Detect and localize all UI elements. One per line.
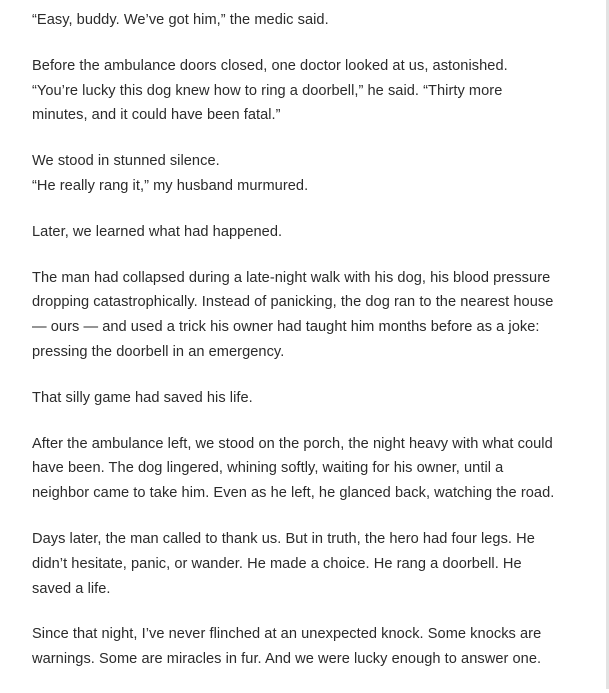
text-line: didn’t hesitate, panic, or wander. He made a choice. He rang a doorbell. He [32, 555, 522, 572]
paragraph [32, 266, 592, 365]
text-line: pressing the doorbell in an emergency. [32, 343, 285, 360]
paragraph [32, 8, 592, 33]
paragraph [32, 220, 592, 245]
paragraph [32, 622, 592, 672]
text-line: Days later, the man called to thank us. But in truth, the hero had four legs. He [32, 530, 535, 547]
paragraph [32, 149, 592, 199]
text-line: warnings. Some are miracles in fur. And we were lucky enough to answer one. [32, 651, 542, 668]
text-line: “You’re lucky this dog knew how to ring a doorbell,” he said. “Thirty more [32, 82, 503, 99]
article-body [32, 8, 592, 693]
text-line: “He really rang it,” my husband murmured. [32, 177, 309, 194]
text-line: have been. The dog lingered, whining softly, waiting for his owner, until a [32, 460, 504, 477]
text-line: dropping catastrophically. Instead of panicking, the dog ran to the nearest house [32, 294, 554, 311]
paragraph [32, 54, 592, 128]
text-line: minutes, and it could have been fatal.” [32, 107, 281, 124]
paragraph [32, 386, 592, 411]
text-line: We stood in stunned silence. [32, 153, 220, 170]
text-line: Since that night, I’ve never flinched at an unexpected knock. Some knocks are [32, 626, 542, 643]
paragraph [32, 432, 592, 506]
text-line: Later, we learned what had happened. [32, 223, 283, 240]
text-line: saved a life. [32, 580, 111, 597]
text-line: The man had collapsed during a late-night walk with his dog, his blood pressure [32, 269, 551, 286]
text-line: After the ambulance left, we stood on the porch, the night heavy with what could [32, 435, 553, 452]
text-line: Before the ambulance doors closed, one doctor looked at us, astonished. [32, 57, 508, 74]
text-line: — ours — and used a trick his owner had taught him months before as a joke: [32, 319, 540, 336]
text-line: That silly game had saved his life. [32, 389, 253, 406]
paragraph [32, 527, 592, 601]
text-line: “Easy, buddy. We’ve got him,” the medic said. [32, 12, 329, 28]
text-line: neighbor came to take him. Even as he left, he glanced back, watching the road. [32, 485, 555, 502]
